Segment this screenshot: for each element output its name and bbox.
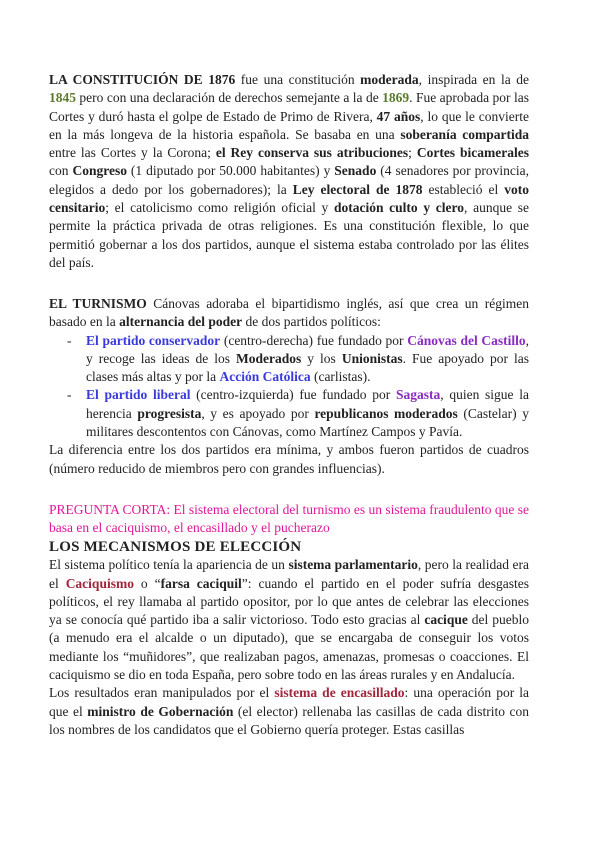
mecanismos-section: [49, 538, 529, 739]
pregunta-section: [49, 501, 529, 538]
turnismo-closing: La diferencia entre los dos partidos era mínima, y ambos fueron partidos de cuadros (número reducido de miembros pero con grandes influencias).: [49, 442, 529, 476]
list-item-liberal: - El partido liberal (centro-izquierda) fue fundado por Sagasta, quien sigue la herencia progresista, y es apoyado por republicanos moderados (Castelar) y militares descontentos con Cánovas, como Martínez Campos y Pavía.: [49, 386, 529, 441]
partido-liberal: El partido liberal: [86, 387, 191, 403]
caciquismo: Caciquismo: [65, 575, 134, 591]
sistema-de-encasillado: sistema de encasillado: [274, 685, 405, 701]
sagasta: Sagasta: [395, 387, 441, 403]
year-1869: 1869: [382, 90, 410, 106]
turnismo-title: EL TURNISMO: [49, 296, 147, 311]
turnismo-intro: EL TURNISMO Cánovas adoraba el bipartidismo inglés, así que crea un régimen basado en la alternancia del poder de dos partidos políticos:: [49, 296, 529, 330]
mecanismos-paragraph-2: Los resultados eran manipulados por el sistema de encasillado: una operación por la que el ministro de Gobernación (el elector) rellenaba las casillas de cada distrito con los nombres de los candidatos que el Gobierno quería proteger. Estas casillas: [49, 685, 529, 737]
list-item-conservador: - El partido conservador (centro-derecha) fue fundado por Cánovas del Castillo, y recoge las ideas de los Moderados y los Unionistas. Fue apoyado por las clases más altas y por la Acción Católica (carlistas).: [49, 332, 529, 387]
constitucion-section: [49, 71, 529, 272]
accion-catolica: Acción Católica: [219, 369, 311, 385]
constitucion-paragraph: LA CONSTITUCIÓN DE 1876 fue una constitución moderada, inspirada en la de 1845 pero con una declaración de derechos semejante a la de 1869. Fue aprobada por las Cortes y duró hasta el golpe de Estado de Primo de Rivera, 47 años, lo que le convierte en la más longeva de la historia española. Se basaba en una soberanía compartida entre las Cortes y la Corona; el Rey conserva sus atribuciones; Cortes bicamerales con Congreso (1 diputado por 50.000 habitantes) y Senado (4 senadores por provincia, elegidos a dedo por los gobernadores); la Ley electoral de 1878 estableció el voto censitario; el catolicismo como religión oficial y dotación culto y clero, aunque se permite la práctica privada de otras religiones. Es una constitución flexible, lo que permitió gobernar a los dos partidos, aunque el sistema estaba controlado por las élites del país.: [49, 72, 530, 270]
canovas-del-castillo: Cánovas del Castillo: [407, 332, 526, 348]
party-list: [49, 332, 529, 442]
year-1845: 1845: [49, 90, 76, 106]
turnismo-section: [49, 295, 529, 478]
partido-conservador: El partido conservador: [86, 332, 221, 348]
mecanismos-heading: LOS MECANISMOS DE ELECCIÓN: [49, 539, 302, 555]
mecanismos-paragraph-1: El sistema político tenía la apariencia de un sistema parlamentario, pero la realidad era el Caciquismo o “farsa caciquil”: cuando el partido en el poder sufría desgastes políticos, el rey llamaba al partido opositor, por lo que antes de celebrar las elecciones ya se conocía qué partido iba a salir victorioso. Todo esto gracias al cacique del pueblo (a menudo era el alcalde o un diputado), que se encargaba de conseguir los votos mediante los “muñidores”, que realizaban pagos, amenazas, promesas o coacciones. El caciquismo se dio en toda España, pero sobre todo en las áreas rurales y en Andalucía.: [49, 557, 529, 683]
pregunta-corta: PREGUNTA CORTA: El sistema electoral del turnismo es un sistema fraudulento que se basa en el caciquismo, el encasillado y el pucherazo: [49, 502, 529, 536]
constitucion-title: LA CONSTITUCIÓN DE 1876: [49, 72, 236, 87]
